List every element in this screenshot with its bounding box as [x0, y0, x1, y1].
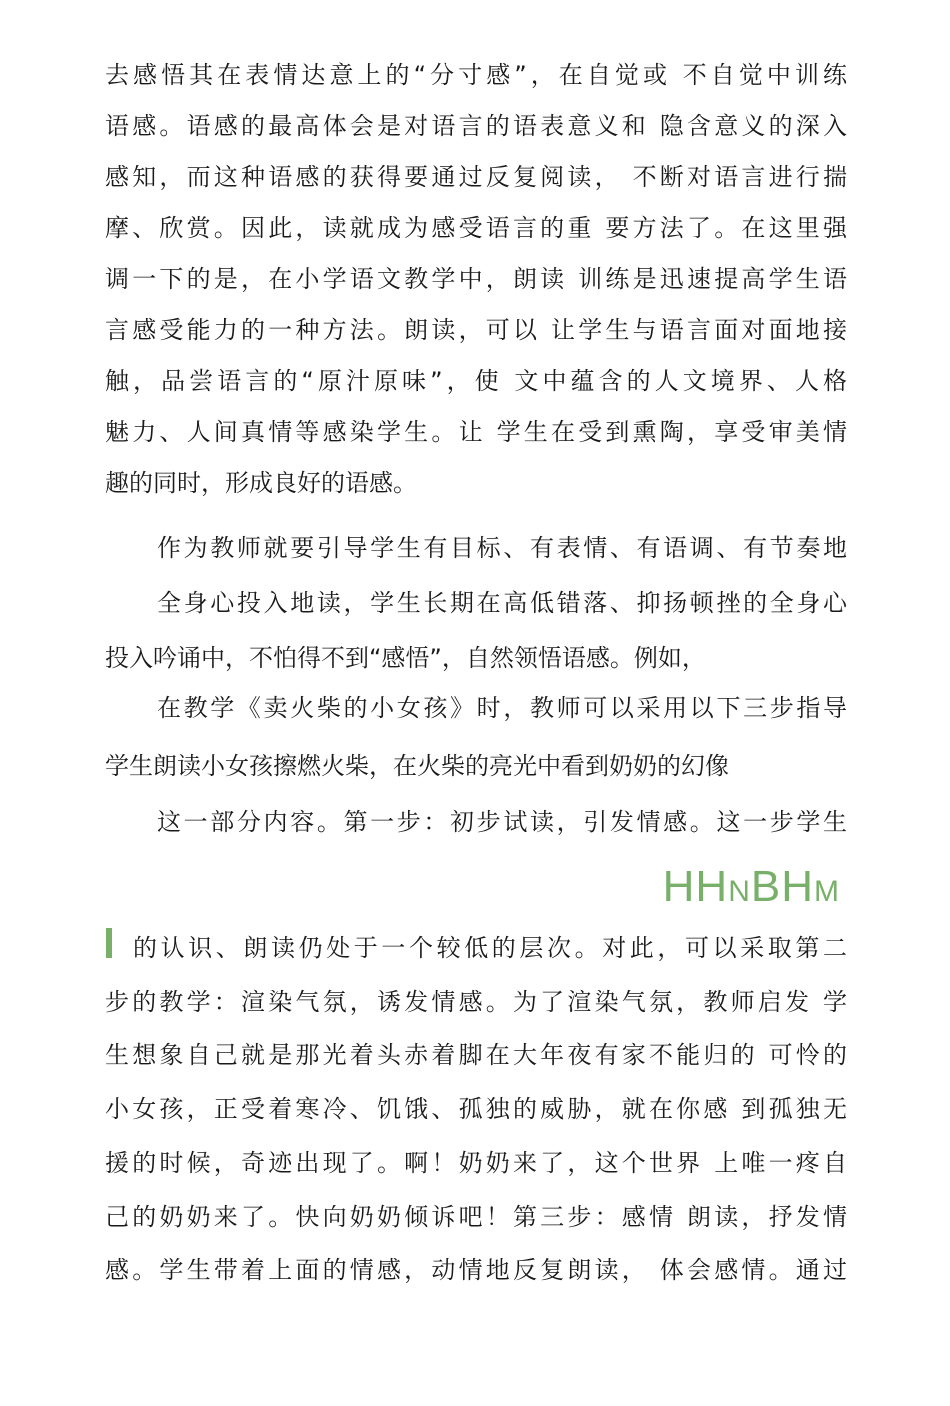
- text-line: 言感受能力的一种方法。朗读，可以 让学生与语言面对面地接: [105, 316, 847, 344]
- text-line: 小女孩，正受着寒冷、饥饿、孤独的威胁，就在你感 到孤独无: [105, 1095, 847, 1123]
- text-line: 感知，而这种语感的获得要通过反复阅读， 不断对语言进行揣: [105, 163, 847, 191]
- text-line: 魅力、人间真情等感染学生。让 学生在受到熏陶，享受审美情: [105, 418, 847, 446]
- text-line: 全身心投入地读，学生长期在高低错落、抑扬顿挫的全身心: [157, 589, 847, 617]
- watermark-logo: HHNBHM: [662, 862, 840, 911]
- text-line: 趣的同时，形成良好的语感。: [105, 469, 417, 497]
- text-line: 触，品尝语言的“原汁原味”，使 文中蕴含的人文境界、人格: [105, 367, 847, 395]
- text-line: 在教学《卖火柴的小女孩》时，教师可以采用以下三步指导: [157, 694, 847, 722]
- text-line: 这一部分内容。第一步：初步试读，引发情感。这一步学生: [157, 808, 847, 836]
- text-line: 调一下的是，在小学语文教学中，朗读 训练是迅速提高学生语: [105, 265, 847, 293]
- text-line: 生想象自己就是那光着头赤着脚在大年夜有家不能归的 可怜的: [105, 1041, 847, 1069]
- text-line: 投入吟诵中，不怕得不到“感悟”，自然领悟语感。例如，: [105, 644, 706, 672]
- text-line: 学生朗读小女孩擦燃火柴，在火柴的亮光中看到奶奶的幻像: [105, 752, 729, 780]
- text-line: 去感悟其在表情达意上的“分寸感”，在自觉或 不自觉中训练: [105, 61, 847, 89]
- text-line: 步的教学：渲染气氛，诱发情感。为了渲染气氛，教师启发 学: [105, 988, 847, 1016]
- text-line: 己的奶奶来了。快向奶奶倾诉吧！第三步：感情 朗读，抒发情: [105, 1203, 847, 1231]
- text-line: 援的时候，奇迹出现了。啊！奶奶来了，这个世界 上唯一疼自: [105, 1149, 847, 1177]
- text-line: 作为教师就要引导学生有目标、有表情、有语调、有节奏地: [157, 534, 847, 562]
- text-line: 语感。语感的最高体会是对语言的语表意义和 隐含意义的深入: [105, 112, 847, 140]
- margin-mark: [106, 928, 112, 958]
- text-line: 摩、欣赏。因此，读就成为感受语言的重 要方法了。在这里强: [105, 214, 847, 242]
- text-line: 感。学生带着上面的情感，动情地反复朗读， 体会感情。通过: [105, 1256, 847, 1284]
- text-line: 的认识、朗读仍处于一个较低的层次。对此，可以采取第二: [133, 934, 847, 962]
